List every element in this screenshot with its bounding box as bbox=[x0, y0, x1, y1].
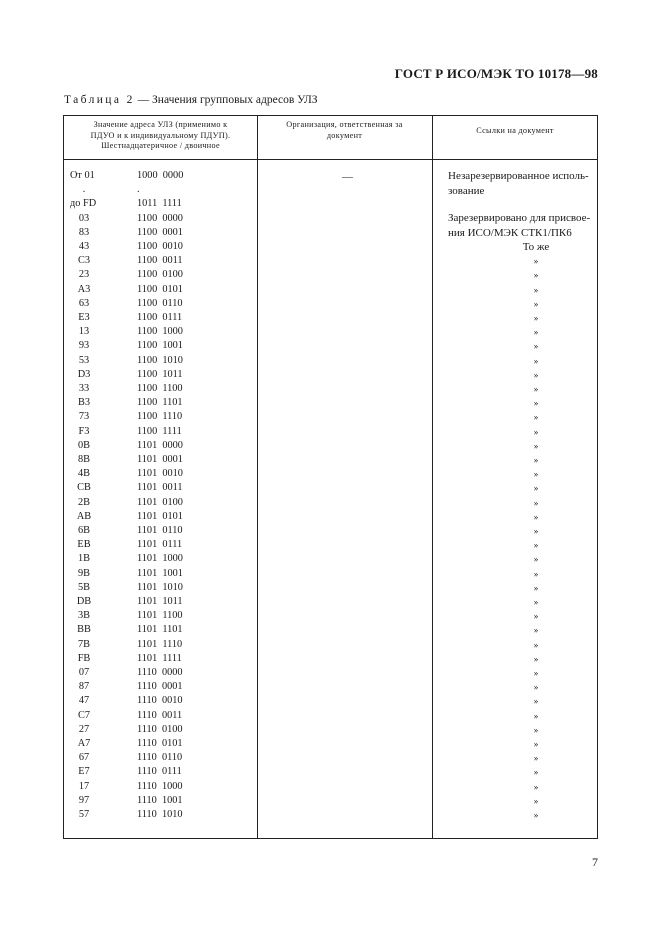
ditto-mark: » bbox=[533, 568, 539, 579]
ditto-mark: » bbox=[533, 526, 539, 536]
reference-line: зование bbox=[448, 184, 485, 197]
row-hex-value: 6B bbox=[77, 525, 91, 536]
row-hex-value: 67 bbox=[78, 752, 90, 764]
ditto-mark: » bbox=[533, 653, 539, 664]
ditto-mark: » bbox=[533, 455, 539, 465]
reference-reserved bbox=[448, 211, 590, 240]
row-hex-value: 43 bbox=[78, 241, 90, 252]
row-hex-value: F3 bbox=[78, 425, 90, 437]
row-binary-value: 1101 1111 bbox=[137, 652, 182, 664]
ditto-mark: » bbox=[533, 668, 539, 678]
row-binary-value: 1110 1010 bbox=[137, 809, 183, 820]
ditto-mark: » bbox=[533, 781, 539, 792]
ditto-mark: » bbox=[533, 483, 539, 494]
ditto-mark: » bbox=[533, 327, 539, 338]
row-binary-value: 1101 0100 bbox=[137, 496, 183, 508]
ditto-mark: » bbox=[533, 469, 539, 480]
ditto-mark: » bbox=[533, 256, 539, 267]
row-hex-value: 53 bbox=[78, 354, 90, 366]
ditto-mark: » bbox=[533, 298, 539, 309]
ditto-mark: » bbox=[533, 795, 539, 806]
row-binary-value: 1110 0111 bbox=[137, 766, 182, 778]
row-hex-value: D3 bbox=[77, 368, 91, 380]
row-hex-value: до FD bbox=[70, 198, 97, 210]
row-hex-value: 97 bbox=[78, 794, 90, 806]
row-binary-value: 1100 0011 bbox=[137, 255, 183, 267]
ditto-mark: » bbox=[533, 554, 539, 565]
reference-same: То же bbox=[522, 241, 550, 253]
row-binary-value: 1100 1101 bbox=[137, 397, 183, 409]
ditto-mark: » bbox=[533, 767, 539, 778]
ditto-mark: » bbox=[533, 582, 539, 593]
ditto-mark: » bbox=[533, 682, 539, 693]
row-hex-value: 23 bbox=[78, 269, 90, 281]
row-binary-value: 1100 1000 bbox=[137, 326, 183, 338]
ditto-mark: » bbox=[533, 384, 539, 394]
row-binary-value: 1110 0000 bbox=[137, 667, 183, 678]
ditto-mark: » bbox=[533, 739, 539, 749]
row-binary-value: 1101 1110 bbox=[137, 638, 183, 650]
row-binary-value: 1101 0011 bbox=[137, 482, 183, 494]
row-binary-value: 1101 1011 bbox=[137, 596, 183, 607]
row-hex-value: E7 bbox=[78, 766, 90, 778]
row-hex-value: 87 bbox=[78, 681, 90, 693]
ditto-mark: » bbox=[533, 625, 539, 636]
header-divider bbox=[64, 159, 597, 160]
row-binary-value: 1011 1111 bbox=[137, 198, 182, 210]
row-binary-value: 1100 0101 bbox=[137, 283, 183, 295]
reference-line: Зарезервировано для присвое- bbox=[448, 212, 591, 224]
row-binary-value: 1000 0000 bbox=[137, 170, 184, 181]
col-header-references-line: Ссылки на документ bbox=[476, 126, 554, 135]
ditto-mark: » bbox=[533, 440, 539, 451]
row-hex-value: 73 bbox=[78, 411, 90, 423]
page-number: 7 bbox=[592, 855, 598, 869]
row-hex-value: 93 bbox=[78, 340, 90, 352]
ditto-mark: » bbox=[533, 270, 539, 281]
row-hex-value: 1B bbox=[77, 553, 91, 565]
ditto-mark: » bbox=[533, 696, 539, 707]
row-binary-value: 1110 0010 bbox=[137, 695, 183, 707]
ditto-mark: » bbox=[533, 753, 539, 764]
row-hex-value: BB bbox=[77, 624, 91, 636]
ditto-mark: » bbox=[533, 412, 539, 423]
row-hex-value: 63 bbox=[78, 297, 90, 309]
row-binary-value: 1100 0000 bbox=[137, 212, 183, 224]
row-hex-value: 9B bbox=[77, 567, 91, 579]
row-binary-value: 1101 0110 bbox=[137, 525, 183, 536]
row-hex-value: 07 bbox=[78, 667, 90, 678]
row-hex-value: FB bbox=[77, 652, 91, 664]
row-hex-value: 2B bbox=[77, 496, 91, 508]
row-hex-value: 27 bbox=[78, 723, 90, 735]
ditto-mark: » bbox=[533, 398, 539, 409]
document-code: ГОСТ Р ИСО/МЭК ТО 10178—98 bbox=[394, 66, 598, 81]
row-hex-value: 17 bbox=[78, 780, 90, 792]
organization-dash: — bbox=[342, 171, 353, 183]
row-hex-value: 13 bbox=[78, 326, 90, 338]
col-header-organization bbox=[257, 120, 432, 141]
row-hex-value: . bbox=[82, 184, 86, 196]
row-binary-value: 1100 0001 bbox=[137, 226, 183, 238]
row-binary-value: 1110 0110 bbox=[137, 752, 183, 764]
row-binary-value: 1100 1110 bbox=[137, 411, 183, 423]
row-binary-value: 1100 1001 bbox=[137, 340, 183, 352]
row-hex-value: 03 bbox=[78, 212, 90, 224]
row-binary-value: 1100 0110 bbox=[137, 297, 183, 309]
row-binary-value: 1100 0010 bbox=[137, 241, 183, 252]
ditto-mark: » bbox=[533, 369, 539, 380]
row-binary-value: 1100 1100 bbox=[137, 383, 183, 394]
row-hex-value: DB bbox=[76, 596, 92, 607]
row-hex-value: 33 bbox=[78, 383, 90, 394]
row-hex-value: 8B bbox=[77, 454, 91, 465]
group-addresses-table bbox=[63, 115, 598, 839]
row-hex-value: C7 bbox=[77, 709, 91, 721]
row-hex-value: 5B bbox=[77, 581, 91, 593]
row-binary-value: 1110 0101 bbox=[137, 738, 183, 749]
reference-line: Незарезервированное исполь- bbox=[448, 170, 589, 182]
ditto-mark: » bbox=[533, 540, 539, 551]
row-binary-value: 1110 1001 bbox=[137, 794, 183, 806]
row-binary-value: 1101 1000 bbox=[137, 553, 183, 565]
ditto-mark: » bbox=[533, 313, 539, 323]
row-hex-value: CB bbox=[77, 482, 91, 494]
row-binary-value: 1110 1000 bbox=[137, 780, 183, 792]
row-hex-value: 7B bbox=[77, 638, 91, 650]
col-header-address-line: Значение адреса УЛЗ (применимо к bbox=[93, 120, 228, 129]
table-caption-text: — Значения групповых адресов УЛЗ bbox=[134, 94, 318, 106]
row-binary-value: 1100 1111 bbox=[137, 425, 182, 437]
col-header-organization-line: документ bbox=[326, 130, 363, 140]
col-header-organization-line: Организация, ответственная за bbox=[286, 120, 403, 129]
row-binary-value: 1100 1010 bbox=[137, 354, 183, 366]
row-binary-value: 1100 1011 bbox=[137, 368, 183, 380]
row-hex-value: 4B bbox=[77, 468, 91, 480]
row-binary-value: 1101 0001 bbox=[137, 454, 183, 465]
ditto-mark: » bbox=[533, 355, 539, 366]
ditto-mark: » bbox=[533, 611, 539, 622]
row-binary-value: 1101 0111 bbox=[137, 539, 183, 551]
row-hex-value: От 01 bbox=[70, 170, 95, 181]
row-binary-value: 1101 0101 bbox=[137, 510, 183, 522]
column-divider bbox=[432, 116, 433, 838]
ditto-mark: » bbox=[533, 511, 539, 522]
reference-line: ния ИСО/МЭК СТК1/ПК6 bbox=[448, 226, 572, 239]
col-header-references bbox=[432, 126, 598, 137]
row-binary-value: 1100 0111 bbox=[137, 312, 183, 323]
row-hex-value: E3 bbox=[78, 312, 90, 323]
col-header-address-line: ПДУО и к индивидуальному ПДУП). bbox=[90, 130, 231, 140]
row-binary-value: . bbox=[137, 184, 140, 196]
row-binary-value: 1101 1001 bbox=[137, 567, 183, 579]
row-hex-value: A7 bbox=[77, 738, 91, 749]
row-hex-value: 0B bbox=[77, 439, 91, 451]
row-hex-value: AB bbox=[76, 510, 92, 522]
row-binary-value: 1110 0001 bbox=[137, 681, 183, 693]
row-binary-value: 1110 0011 bbox=[137, 709, 183, 721]
col-header-address-line: Шестнадцатеричное / двоичное bbox=[101, 141, 220, 150]
column-divider bbox=[257, 116, 258, 838]
row-hex-value: 3B bbox=[77, 610, 91, 622]
row-binary-value: 1101 0000 bbox=[137, 439, 183, 451]
row-hex-value: EB bbox=[77, 539, 91, 551]
ditto-mark: » bbox=[533, 497, 539, 508]
row-hex-value: A3 bbox=[77, 283, 91, 295]
row-binary-value: 1101 1100 bbox=[137, 610, 183, 622]
row-hex-value: 57 bbox=[78, 809, 90, 820]
ditto-mark: » bbox=[533, 810, 539, 820]
row-hex-value: B3 bbox=[77, 397, 91, 409]
ditto-mark: » bbox=[533, 724, 539, 735]
row-hex-value: 83 bbox=[78, 226, 90, 238]
row-binary-value: 1101 1101 bbox=[137, 624, 183, 636]
ditto-mark: » bbox=[533, 639, 539, 650]
table-caption bbox=[64, 94, 318, 106]
col-header-address bbox=[64, 120, 257, 152]
row-binary-value: 1100 0100 bbox=[137, 269, 183, 281]
row-binary-value: 1110 0100 bbox=[137, 723, 183, 735]
reference-unreserved bbox=[448, 169, 589, 198]
row-hex-value: C3 bbox=[77, 255, 91, 267]
ditto-mark: » bbox=[533, 284, 539, 295]
table-caption-label: Таблица 2 bbox=[64, 94, 135, 106]
row-binary-value: 1101 0010 bbox=[137, 468, 183, 480]
ditto-mark: » bbox=[533, 710, 539, 721]
row-hex-value: 47 bbox=[78, 695, 90, 707]
ditto-mark: » bbox=[533, 426, 539, 437]
row-binary-value: 1101 1010 bbox=[137, 581, 183, 593]
ditto-mark: » bbox=[533, 341, 539, 352]
ditto-mark: » bbox=[533, 597, 539, 607]
